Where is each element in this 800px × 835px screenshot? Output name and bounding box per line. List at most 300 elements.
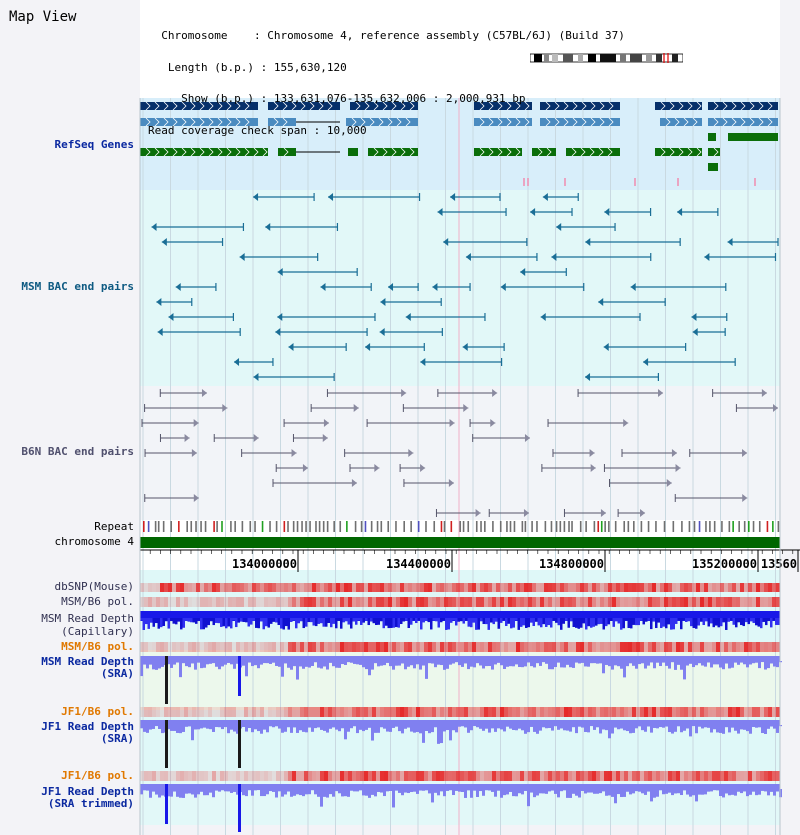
jf1-b6-pol-cell [488,707,492,717]
msm-b6-pol-cell [424,597,428,607]
jf1-trimmed-depth-bar [272,789,275,792]
track-label-b6n-bac-end-pairs[interactable]: B6N BAC end pairs [21,445,134,458]
msm-b6-pol-sra-cell [300,642,304,652]
jf1-sra-depth-bar [584,725,587,732]
jf1-trimmed-depth-bar [440,789,443,791]
jf1-b6-pol-trimmed-cell [496,771,500,781]
depth-bar [358,618,361,620]
msm-b6-pol-cell [676,597,680,607]
msm-b6-pol-cell [736,597,740,607]
jf1-b6-pol-cell [320,707,324,717]
depth-bar [398,618,401,628]
depth-bar [205,618,208,628]
jf1-b6-pol-cell [268,707,272,717]
dbsnp-cell [172,583,176,592]
repeat-element [234,521,236,532]
jf1-b6-pol-trimmed-cell [448,771,452,781]
dbsnp-cell [636,583,640,592]
msm-sra-depth-bar [443,661,446,670]
depth-bar [688,618,691,621]
jf1-sra-depth-bar [386,725,389,732]
dbsnp-cell [580,583,584,592]
dbsnp-cell [692,583,696,592]
msm-b6-pol-cell [372,597,376,607]
msm-b6-pol-sra-cell [736,642,740,652]
msm-b6-pol-cell [652,597,656,607]
jf1-sra-depth-bar [638,725,641,726]
depth-bar [193,618,196,622]
depth-bar [613,618,616,627]
jf1-trimmed-depth-bar [308,789,311,794]
track-label-msm-depth-sra-1[interactable]: MSM Read Depth [41,655,134,668]
jf1-b6-pol-cell [696,707,700,717]
track-label-jf1-depth-sra-1[interactable]: JF1 Read Depth [41,720,134,733]
depth-bar [620,618,623,630]
msm-sra-depth-bar [422,661,425,666]
repeat-element [221,521,223,532]
depth-bar [185,618,188,621]
jf1-b6-pol-trimmed-cell [708,771,712,781]
msm-b6-pol-sra-cell [440,642,444,652]
jf1-trimmed-depth-bar [221,789,224,790]
jf1-trimmed-depth-bar [233,789,236,792]
jf1-trimmed-depth-bar [176,789,179,797]
jf1-b6-pol-cell [540,707,544,717]
track-label-refseq-genes[interactable]: RefSeq Genes [54,138,134,151]
dbsnp-cell [360,583,364,592]
jf1-trimmed-depth-bar [347,789,350,797]
jf1-sra-depth-bar [701,725,704,728]
msm-b6-pol-cell [216,597,220,607]
msm-sra-depth-bar [404,661,407,669]
jf1-b6-pol-trimmed-cell [596,771,600,781]
jf1-b6-pol-trimmed-cell [616,771,620,781]
jf1-trimmed-depth-bar [275,789,278,798]
jf1-sra-depth-bar [722,725,725,734]
jf1-trimmed-depth-bar [485,789,488,790]
jf1-b6-pol-trimmed-cell [544,771,548,781]
depth-bar [690,618,693,626]
depth-bar [745,618,748,622]
msm-sra-depth-bar [755,661,758,663]
jf1-b6-pol-cell [576,707,580,717]
msm-sra-depth-bar [230,661,233,664]
msm-b6-pol-sra-cell [468,642,472,652]
jf1-sra-depth-bar [728,725,731,732]
jf1-trimmed-depth-bar [170,789,173,797]
depth-bar [450,618,453,623]
msm-b6-pol-cell [208,597,212,607]
jf1-trimmed-depth-bar [323,789,326,797]
jf1-trimmed-depth-bar [746,789,749,796]
repeat-element [205,521,207,532]
repeat-element [377,521,379,532]
depth-bar [758,618,761,627]
depth-bar [703,618,706,625]
jf1-b6-pol-trimmed-cell [148,771,152,781]
depth-bar [530,618,533,623]
dbsnp-cell [444,583,448,592]
dbsnp-cell [576,583,580,592]
jf1-trimmed-depth-bar [344,789,347,796]
msm-b6-pol-sra-cell [236,642,240,652]
jf1-trimmed-depth-bar [455,789,458,791]
depth-bar [178,618,181,622]
dbsnp-cell [604,583,608,592]
depth-bar [570,618,573,621]
msm-b6-pol-sra-cell [452,642,456,652]
jf1-b6-pol-trimmed-cell [192,771,196,781]
msm-sra-depth-bar [629,661,632,663]
msm-sra-depth-bar [605,661,608,665]
jf1-b6-pol-trimmed-cell [224,771,228,781]
msm-sra-depth-bar [233,661,236,669]
msm-b6-pol-sra-cell [544,642,548,652]
depth-bar [230,618,233,628]
jf1-b6-pol-cell [588,707,592,717]
jf1-b6-pol-trimmed-cell [176,771,180,781]
repeat-element [262,521,264,532]
jf1-b6-pol-trimmed-cell [268,771,272,781]
repeat-element [694,521,696,532]
dbsnp-cell [404,583,408,592]
msm-b6-pol-cell [648,597,652,607]
jf1-trimmed-depth-bar [662,789,665,794]
repeat-element [580,521,582,532]
msm-b6-pol-sra-cell [728,642,732,652]
msm-b6-pol-sra-cell [336,642,340,652]
jf1-trimmed-depth-bar [686,789,689,795]
depth-bar [390,618,393,628]
msm-b6-pol-sra-cell [304,642,308,652]
depth-bar [468,618,471,627]
jf1-b6-pol-cell [716,707,720,717]
jf1-b6-pol-trimmed-cell [236,771,240,781]
depth-bar [288,618,291,630]
msm-b6-pol-cell [204,597,208,607]
msm-b6-pol-cell [524,597,528,607]
jf1-trimmed-depth-bar [446,789,449,791]
jf1-b6-pol-trimmed-cell [564,771,568,781]
jf1-trimmed-depth-bar [368,789,371,798]
jf1-sra-depth-bar [743,725,746,730]
jf1-trimmed-depth-bar [374,789,377,796]
msm-sra-depth-bar [335,661,338,668]
dbsnp-cell [176,583,180,592]
msm-sra-depth-bar [350,661,353,663]
msm-b6-pol-cell [220,597,224,607]
jf1-sra-depth-bar [257,725,260,731]
msm-sra-depth-bar [416,661,419,664]
jf1-trimmed-depth-bar [632,789,635,793]
depth-bar [550,618,553,628]
repeat-element [597,521,599,532]
jf1-trimmed-depth-bar [755,789,758,795]
jf1-b6-pol-trimmed-cell [212,771,216,781]
depth-bar [213,618,216,625]
jf1-b6-pol-cell [260,707,264,717]
repeat-element [641,521,643,532]
jf1-trimmed-depth-bar [593,789,596,794]
jf1-b6-pol-cell [732,707,736,717]
repeat-element [571,521,573,532]
msm-b6-pol-sra-cell [608,642,612,652]
jf1-b6-pol-cell [760,707,764,717]
msm-b6-pol-sra-cell [536,642,540,652]
page-title: Map View [9,9,77,25]
jf1-trimmed-depth-bar [353,789,356,791]
jf1-b6-pol-cell [464,707,468,717]
depth-bar [578,618,581,629]
depth-bar [563,618,566,624]
msm-sra-depth-bar [551,661,554,669]
msm-b6-pol-cell [484,597,488,607]
msm-sra-depth-bar [149,661,152,665]
depth-bar [188,618,191,622]
jf1-trimmed-depth-bar [416,789,419,794]
depth-bar [440,618,443,622]
jf1-trimmed-depth-bar [254,789,257,790]
repeat-element [242,521,244,532]
repeat-element [403,521,405,532]
jf1-trimmed-depth-bar [524,789,527,791]
jf1-b6-pol-trimmed-cell [648,771,652,781]
jf1-b6-pol-cell [476,707,480,717]
repeat-element [476,521,478,532]
msm-sra-depth-bar [479,661,482,665]
depth-bar [663,618,666,627]
jf1-trimmed-depth-bar [467,789,470,790]
repeat-element [365,521,367,532]
repeat-element [664,521,666,532]
depth-bar [158,618,161,629]
dbsnp-cell [336,583,340,592]
jf1-sra-depth-bar [710,725,713,733]
dbsnp-cell [228,583,232,592]
msm-sra-depth-bar [602,661,605,673]
jf1-b6-pol-trimmed-cell [756,771,760,781]
jf1-trimmed-depth-bar [320,789,323,807]
dbsnp-cell [464,583,468,592]
jf1-sra-depth-bar [677,725,680,726]
jf1-sra-depth-bar [620,725,623,729]
jf1-b6-pol-trimmed-cell [744,771,748,781]
jf1-trimmed-depth-bar [611,789,614,797]
msm-b6-pol-cell [400,597,404,607]
jf1-sra-depth-bar [443,725,446,731]
jf1-sra-depth-bar [476,725,479,727]
track-label-msm-b6-pol[interactable]: MSM/B6 pol. [61,595,134,608]
jf1-trimmed-depth-bar [143,789,146,790]
msm-b6-pol-cell [764,597,768,607]
msm-b6-pol-sra-cell [676,642,680,652]
msm-b6-pol-sra-cell [252,642,256,652]
msm-sra-depth-bar [389,661,392,666]
msm-sra-depth-bar [476,661,479,663]
jf1-b6-pol-trimmed-cell [204,771,208,781]
jf1-sra-depth-bar [497,725,500,728]
jf1-trimmed-depth-bar [617,789,620,794]
jf1-sra-depth-bar [377,725,380,733]
msm-b6-pol-cell [184,597,188,607]
jf1-b6-pol-trimmed-cell [208,771,212,781]
depth-bar [610,618,613,621]
jf1-sra-depth-bar [281,725,284,733]
depth-bar [430,618,433,629]
dbsnp-cell [756,583,760,592]
msm-sra-depth-bar [464,661,467,663]
msm-b6-pol-sra-cell [524,642,528,652]
jf1-sra-depth-bar [368,725,371,728]
chromosome-ideogram[interactable] [530,53,683,63]
msm-b6-pol-sra-cell [196,642,200,652]
jf1-b6-pol-cell [144,707,148,717]
track-label-msm-bac-end-pairs[interactable]: MSM BAC end pairs [21,280,134,293]
depth-bar [405,618,408,621]
track-label-jf1-b6-pol[interactable]: JF1/B6 pol. [61,705,134,718]
jf1-sra-depth-bar [338,725,341,731]
gene-block [708,133,716,141]
msm-sra-depth-bar [542,661,545,662]
jf1-b6-pol-trimmed-cell [364,771,368,781]
repeat-element [655,521,657,532]
depth-bar [383,618,386,628]
jf1-b6-pol-trimmed-cell [660,771,664,781]
jf1-trimmed-depth-bar [518,789,521,793]
msm-sra-depth-bar [617,661,620,666]
msm-b6-pol-sra-cell [768,642,772,652]
dbsnp-cell [256,583,260,592]
jf1-sra-depth-bar [344,725,347,739]
depth-bar [493,618,496,624]
jf1-trimmed-depth-bar [776,789,779,792]
jf1-b6-pol-trimmed-cell [512,771,516,781]
depth-bar [723,618,726,622]
track-label-msm-b6-pol-sra[interactable]: MSM/B6 pol. [61,640,134,653]
jf1-sra-depth-bar [647,725,650,727]
jf1-trimmed-depth-bar [194,789,197,798]
depth-bar [300,618,303,621]
dbsnp-cell [140,583,144,592]
gene-block [708,163,718,171]
msm-sra-depth-bar [503,661,506,669]
jf1-sra-depth-bar [659,725,662,727]
msm-b6-pol-cell [488,597,492,607]
msm-sra-depth-bar [566,661,569,665]
jf1-b6-pol-cell [148,707,152,717]
msm-b6-pol-cell [376,597,380,607]
jf1-b6-pol-trimmed-cell [672,771,676,781]
msm-sra-depth-spike [165,656,168,704]
depth-bar [630,618,633,628]
track-label-dbsnp[interactable]: dbSNP(Mouse) [54,580,134,593]
msm-b6-pol-sra-cell [528,642,532,652]
jf1-b6-pol-cell [436,707,440,717]
depth-bar [665,618,668,628]
depth-bar [423,618,426,622]
gene-block [532,148,556,156]
jf1-b6-pol-trimmed-cell [524,771,528,781]
jf1-trimmed-depth-bar [515,789,518,796]
repeat-element [200,521,202,532]
dbsnp-cell [596,583,600,592]
dbsnp-cell [324,583,328,592]
msm-b6-pol-cell [212,597,216,607]
depth-bar [198,618,201,621]
repeat-element [418,521,420,532]
dbsnp-cell [500,583,504,592]
repeat-element [705,521,707,532]
depth-bar [228,618,231,626]
track-label-msm-depth-capillary-1[interactable]: MSM Read Depth [41,612,134,625]
jf1-sra-depth-bar [176,725,179,733]
jf1-trimmed-depth-spike [165,784,168,824]
jf1-trimmed-depth-bar [656,789,659,797]
jf1-b6-pol-trimmed-cell [692,771,696,781]
msm-b6-pol-cell [308,597,312,607]
track-label-jf1-b6-pol-trimmed[interactable]: JF1/B6 pol. [61,769,134,782]
depth-bar [608,618,611,624]
msm-b6-pol-sra-cell [688,642,692,652]
jf1-b6-pol-cell [388,707,392,717]
jf1-sra-depth-bar [512,725,515,730]
depth-bar [475,618,478,630]
jf1-sra-depth-bar [194,725,197,729]
jf1-b6-pol-trimmed-cell [188,771,192,781]
msm-b6-pol-sra-cell [320,642,324,652]
jf1-b6-pol-trimmed-cell [552,771,556,781]
dbsnp-cell [252,583,256,592]
jf1-b6-pol-trimmed-cell [184,771,188,781]
jf1-b6-pol-trimmed-cell [248,771,252,781]
jf1-trimmed-depth-bar [290,789,293,797]
jf1-trimmed-depth-bar [293,789,296,796]
msm-b6-pol-sra-cell [632,642,636,652]
depth-bar [653,618,656,622]
jf1-sra-depth-bar [200,725,203,728]
jf1-b6-pol-trimmed-cell [684,771,688,781]
jf1-b6-pol-trimmed-cell [656,771,660,781]
jf1-trimmed-depth-bar [536,789,539,795]
depth-bar [483,618,486,624]
repeat-element [480,521,482,532]
jf1-b6-pol-trimmed-cell [604,771,608,781]
msm-b6-pol-cell [720,597,724,607]
depth-bar [400,618,403,624]
jf1-trimmed-depth-bar [767,789,770,795]
jf1-b6-pol-trimmed-cell [300,771,304,781]
msm-sra-depth-bar [401,661,404,663]
msm-b6-pol-sra-cell [576,642,580,652]
depth-bar [708,618,711,626]
track-label-jf1-depth-trimmed-1[interactable]: JF1 Read Depth [41,785,134,798]
depth-bar [308,618,311,622]
chromosome-bar [140,537,780,548]
msm-b6-pol-sra-cell [380,642,384,652]
depth-bar [755,618,758,625]
jf1-b6-pol-trimmed-cell [476,771,480,781]
jf1-trimmed-depth-bar [341,789,344,796]
jf1-trimmed-depth-bar [743,789,746,791]
jf1-trimmed-depth-bar [191,789,194,794]
jf1-trimmed-depth-bar [278,789,281,791]
msm-b6-pol-cell [256,597,260,607]
msm-b6-pol-sra-cell [212,642,216,652]
msm-b6-pol-sra-cell [276,642,280,652]
dbsnp-cell [232,583,236,592]
depth-bar [603,618,606,629]
jf1-sra-depth-bar [524,725,527,734]
